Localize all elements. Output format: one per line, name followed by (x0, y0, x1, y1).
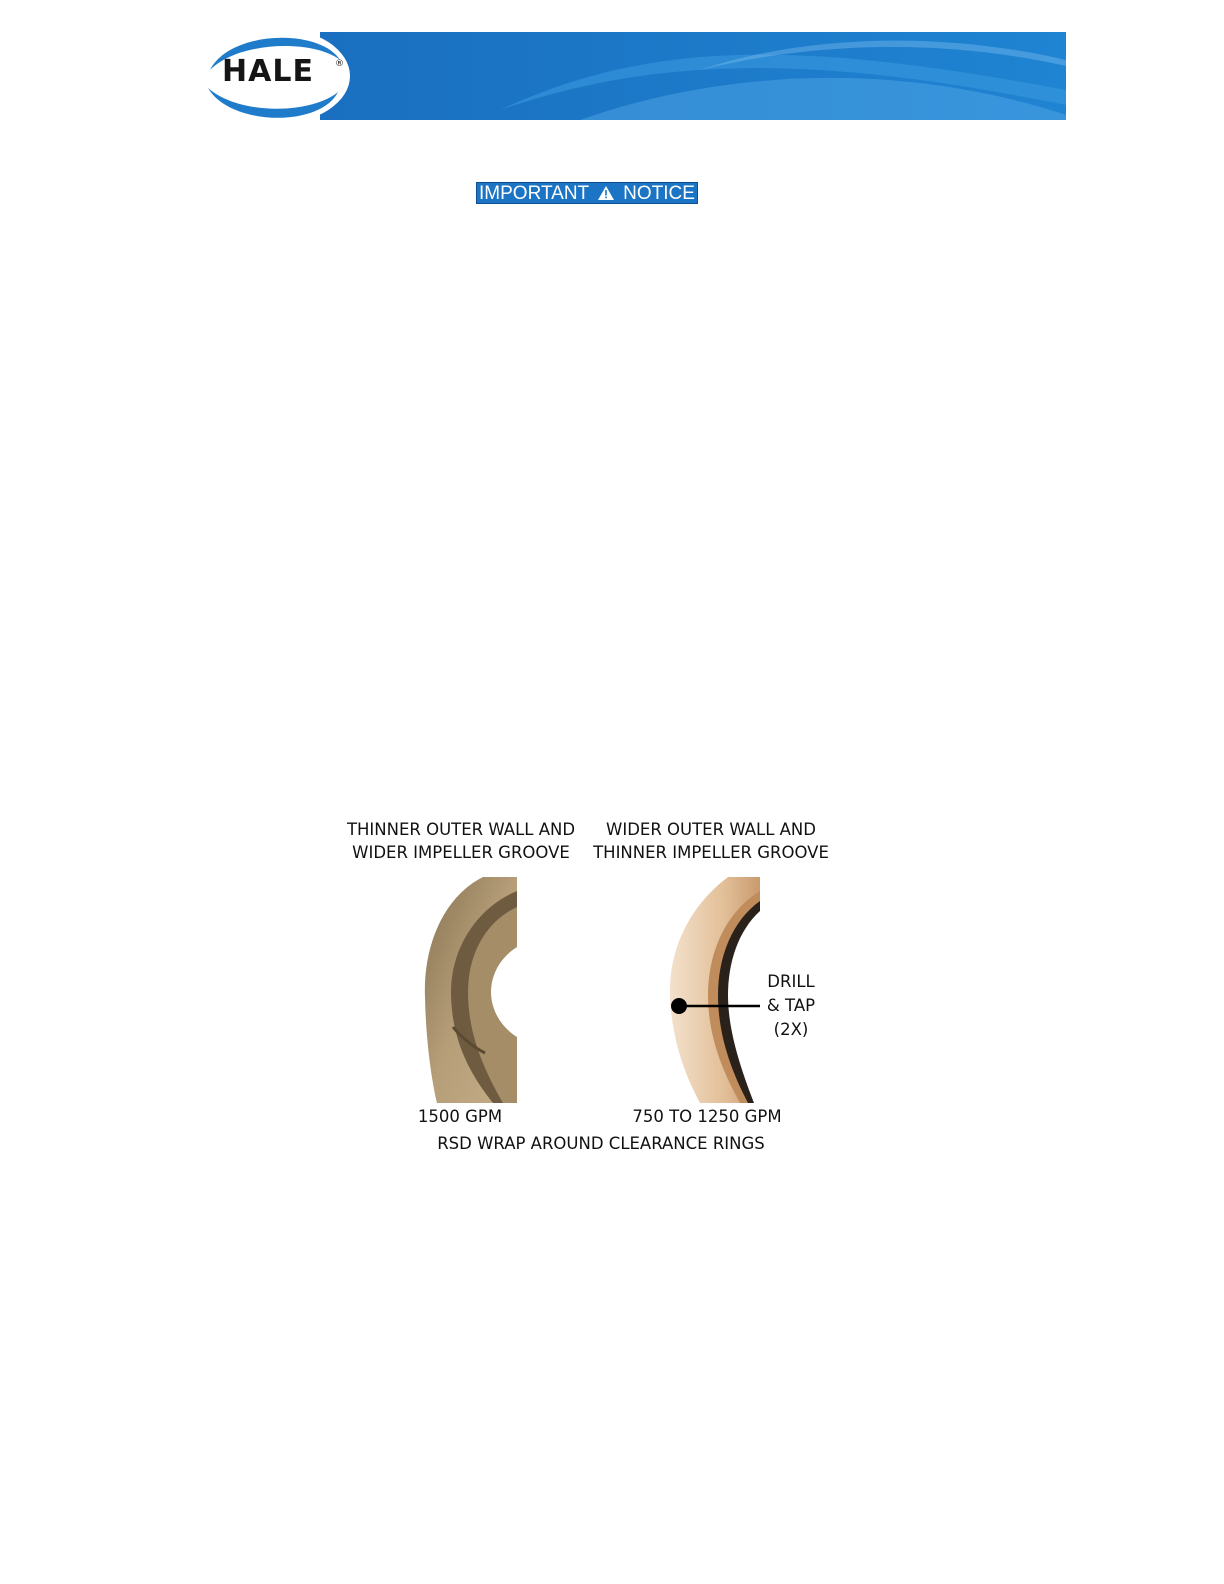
caption-left-line2: WIDER IMPELLER GROOVE (352, 843, 570, 862)
notice-label-important: IMPORTANT (479, 182, 590, 204)
drill-tap-callout-line (668, 996, 768, 1016)
notice-label-notice: NOTICE (623, 182, 695, 204)
label-750-1250-gpm: 750 TO 1250 GPM (632, 1107, 782, 1126)
hale-logo: HALE (222, 54, 314, 89)
drill-label-line2: & TAP (766, 996, 816, 1015)
label-1500-gpm: 1500 GPM (417, 1107, 503, 1126)
caption-right-line1: WIDER OUTER WALL AND (606, 820, 816, 839)
figure-title: RSD WRAP AROUND CLEARANCE RINGS (437, 1134, 765, 1153)
important-notice-badge (476, 182, 698, 204)
warning-triangle-icon (597, 185, 615, 201)
registered-mark: ® (335, 59, 344, 69)
caption-left (330, 818, 592, 864)
caption-left-line1: THINNER OUTER WALL AND (346, 820, 576, 839)
drill-label-line3: (2X) (773, 1020, 809, 1039)
drill-tap-label (760, 970, 822, 1042)
ring-photo-750-1250-gpm (668, 877, 760, 1103)
header-banner (200, 30, 1066, 122)
drill-label-line1: DRILL (767, 972, 815, 991)
caption-right-line2: THINNER IMPELLER GROOVE (593, 843, 829, 862)
caption-right (580, 818, 842, 864)
ring-photo-1500-gpm (423, 877, 517, 1103)
